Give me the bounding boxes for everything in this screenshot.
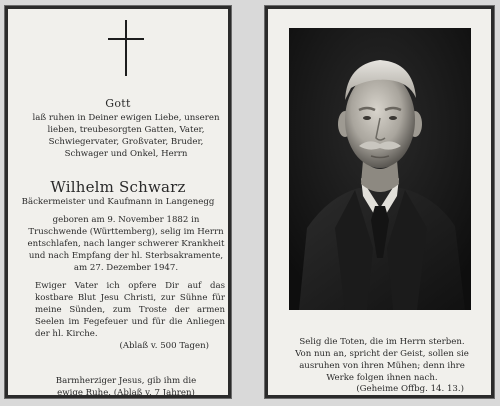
memorial-card-text-side [4, 5, 232, 399]
intro-text: laß ruhen in Deiner ewigen Liebe, unseren lieben, treubesorgten Gatten, Vater, Schwiegervater, Großvater, Bruder, Schwager und Onkel, Herrn [32, 113, 220, 159]
verse-reference: (Geheime Offbg. 14. 13.) [356, 384, 464, 394]
closing-prayer: Barmherziger Jesus, gib ihm die ewige Ruhe. (Ablaß v. 7 Jahren) [55, 376, 197, 398]
biography-text: geboren am 9. November 1882 in Truschwende (Württemberg), selig im Herrn entschlafen, nach langer schwerer Krankheit und nach Empfang der hl. Sterbsakramente, am 27. Dezember 1947. [27, 215, 225, 273]
deceased-name: Wilhelm Schwarz [50, 178, 186, 196]
prayer-text: Ewiger Vater ich opfere Dir auf das kostbare Blut Jesu Christi, zur Sühne für meine Sünden, zum Troste der armen Seelen im Fegefeuer und für die Anliegen der hl. Kirche. [35, 281, 225, 339]
memorial-card-photo-side [264, 5, 495, 399]
indulgence-note: (Ablaß v. 500 Tagen) [119, 341, 209, 351]
card-heading: Gott [105, 97, 131, 110]
scripture-verse: Selig die Toten, die im Herrn sterben. Von nun an, spricht der Geist, sollen sie ausruhen von ihren Mühen; denn ihre Werke folgen ihnen nach. [295, 337, 469, 383]
cross-icon [107, 20, 147, 80]
occupation-text: Bäckermeister und Kaufmann in Langenegg [21, 197, 215, 207]
portrait-photo [289, 28, 471, 310]
